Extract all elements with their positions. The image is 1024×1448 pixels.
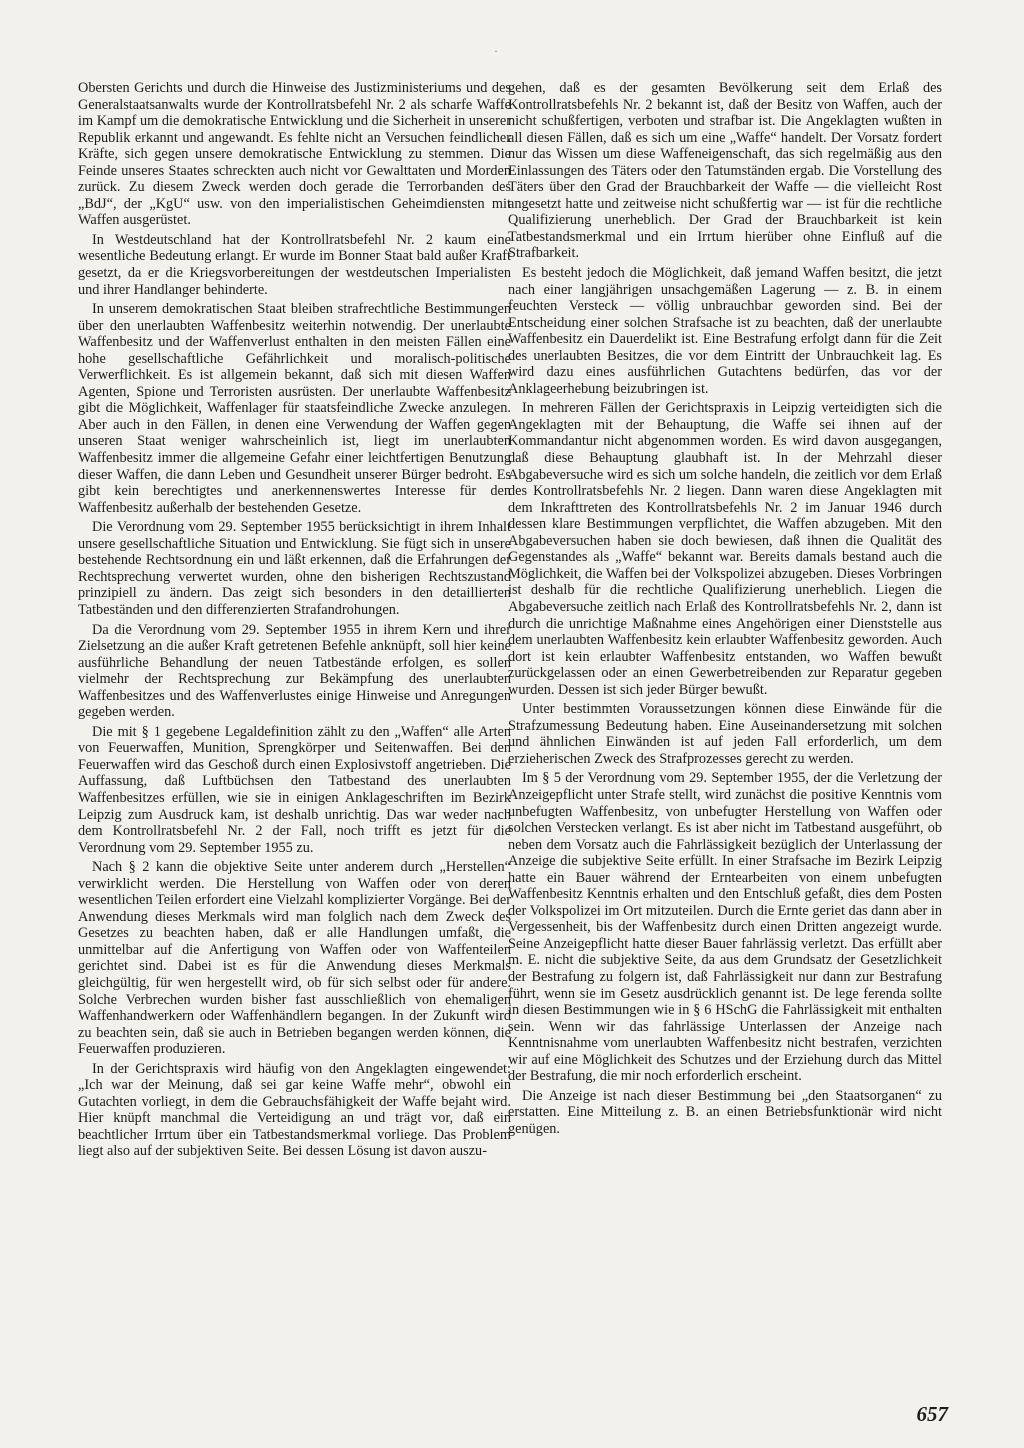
scan-mark: · (494, 44, 498, 58)
paragraph: In unserem demokratischen Staat bleiben strafrechtliche Bestimmungen über den unerlaubten Waffenbesitz weiterhin notwendig. Der unerlaubte Waffenbesitz und der Waffenverlust enthalten in den meisten Fällen eine hohe gesellschaftliche Gefährlichkeit und moralisch-politische Verwerflichkeit. Es ist allgemein bekannt, daß sich mit diesen Waffen Agenten, Spione und Terroristen ausrüsten. Der unerlaubte Waffenbesitz gibt die Möglichkeit, Waffenlager für staatsfeindliche Zwecke anzulegen. Aber auch in den Fällen, in denen eine Verwendung der Waffen gegen unseren Staat weniger wahrscheinlich ist, liegt im unerlaubten Waffenbesitz immer die allgemeine Gefahr einer leichtfertigen Benutzung dieser Waffen, die dann Leben und Gesundheit unserer Bürger bedroht. Es gibt kein berechtigtes und anerkennenswertes Interesse für den Waffenbesitz außerhalb der bestehenden Gesetze. (78, 301, 511, 516)
paragraph: In der Gerichtspraxis wird häufig von den Angeklagten eingewendet: „Ich war der Meinung, daß sei gar keine Waffe mehr“, obwohl ein Gutachten vorliegt, in dem die Gebrauchsfähigkeit der Waffe bejaht wird. Hier knüpft manchmal die Verteidigung an und trägt vor, daß ein beachtlicher Irrtum über ein Tatbestandsmerkmal vorliege. Das Problem liegt also auf der subjektiven Seite. Bei dessen Lösung ist davon auszu- (78, 1060, 511, 1160)
paragraph: Da die Verordnung vom 29. September 1955 in ihrem Kern und ihrer Zielsetzung an die außer Kraft getretenen Befehle anknüpft, soll hier keine ausführliche Behandlung der neuen Tatbestände erfolgen, es sollen vielmehr der Rechtsprechung zur Bekämpfung des unerlaubten Waffenbesitzes und des Waffenverlustes einige Hinweise und Anregungen gegeben werden. (78, 621, 511, 721)
right-column (508, 80, 942, 1137)
paragraph: In mehreren Fällen der Gerichtspraxis in Leipzig verteidigten sich die Angeklagten mit der Behauptung, die Waffe sei ihnen auf der Kommandantur nicht abgenommen worden. Es wird davon ausgegangen, daß diese Behauptung glaubhaft ist. In der Mehrzahl dieser Abgabeversuche wird es sich um solche handeln, die zeitlich vor dem Erlaß des Kontrollratsbefehls Nr. 2 liegen. Dann waren diese Angeklagten mit dem Inkrafttreten des Kontrollratsbefehls Nr. 2 im Januar 1946 durch dessen klare Bestimmungen verpflichtet, die Waffen abzugeben. Mit den Abgabeversuchen haben sie doch bewiesen, daß ihnen die Qualität des Gegenstandes als „Waffe“ bekannt war. Bereits damals bestand auch die Möglichkeit, die Waffen bei der Volkspolizei abzugeben. Dieses Vorbringen ist deshalb für die rechtliche Qualifizierung unerheblich. Liegen die Abgabeversuche zeitlich nach Erlaß des Kontrollratsbefehls Nr. 2, dann ist durch die unrichtige Maßnahme eines Angehörigen einer Dienststelle aus dem unerlaubten Waffenbesitz kein erlaubter Waffenbesitz geworden. Auch dort ist kein erlaubter Waffenbesitz entstanden, wo Waffen bewußt zurückgelassen oder an einen Gewerbetreibenden zur Reparatur gegeben wurden. Dessen ist sich jeder Bürger bewußt. (508, 400, 943, 698)
page-number: 657 (916, 1402, 948, 1426)
paragraph: Die mit § 1 gegebene Legaldefinition zählt zu den „Waffen“ alle Arten von Feuerwaffen, Munition, Sprengkörper und Seitenwaffen. Bei den Feuerwaffen wird das Geschoß durch einen Explosivstoff angetrieben. Die Auffassung, daß Luftbüchsen den Tatbestand des unerlaubten Waffenbesitzes erfüllen, wie sie in einigen Anklageschriften im Bezirk Leipzig zum Ausdruck kam, ist deshalb unrichtig. Das war weder nach dem Kontrollratsbefehl Nr. 2 der Fall, noch trifft es jetzt für die Verordnung vom 29. September 1955 zu. (78, 723, 511, 856)
paragraph: gehen, daß es der gesamten Bevölkerung seit dem Erlaß des Kontrollratsbefehls Nr. 2 bekannt ist, daß der Besitz von Waffen, auch der nicht schußfertigen, verboten und strafbar ist. Die Angeklagten wußten in all diesen Fällen, daß es sich um eine „Waffe“ handelt. Der Vorsatz fordert nur das Wissen um diese Waffeneigenschaft, das sich regelmäßig aus den Einlassungen des Täters oder den Tatumständen ergab. Die Vorstellung des Täters über den Grad der Brauchbarkeit der Waffe — die vielleicht Rost angesetzt hatte und zeitweise nicht schußfertig war — ist für die rechtliche Qualifizierung unerheblich. Der Grad der Brauchbarkeit ist kein Tatbestandsmerkmal und ein Irrtum hierüber ohne Einfluß auf die Strafbarkeit. (508, 80, 942, 262)
paragraph: Im § 5 der Verordnung vom 29. September 1955, der die Verletzung der Anzeigepflicht unter Strafe stellt, wird zunächst die positive Kenntnis vom unbefugten Waffenbesitz, von unbefugter Herstellung von Waffen oder solchen Verstecken verlangt. Es ist aber nicht im Tatbestand ausgeführt, ob neben dem Vorsatz auch die Fahrlässigkeit bezüglich der Unterlassung der Anzeige die subjektive Seite erfüllt. In einer Strafsache im Bezirk Leipzig hatte ein Bauer während der Erntearbeiten von einem unbefugten Waffenbesitz Kenntnis erhalten und den Entschluß gefaßt, dies dem Posten der Volkspolizei im Ort mitzuteilen. Durch die Ernte geriet das dann aber in Vergessenheit, bis der Waffenbesitz durch einen Dritten angezeigt wurde. Seine Anzeigepflicht hatte dieser Bauer fahrlässig verletzt. Das erfüllt aber m. E. nicht die subjektive Seite, da aus dem Grundsatz der Gesetzlichkeit der Bestrafung zu folgern ist, daß Fahrlässigkeit nur dann zur Bestrafung führt, wenn sie im Gesetz ausdrücklich genannt ist. De lege ferenda sollte in diesen Bestimmungen wie in § 6 HSchG die Fahrlässigkeit mit enthalten sein. Wenn wir das fahrlässige Unterlassen der Anzeige nach Kenntnisnahme vom unerlaubten Waffenbesitz nicht bestrafen, verzichten wir auf eine Möglichkeit des Schutzes und der Erziehung durch das Mittel der Bestrafung, die mir noch erforderlich erscheint. (508, 770, 942, 1085)
left-column (78, 80, 511, 1160)
paragraph: Die Verordnung vom 29. September 1955 berücksichtigt in ihrem Inhalt unsere gesellschaftliche Situation und Entwicklung. Sie fügt sich in unsere bestehende Rechtsordnung ein und läßt erkennen, daß die Erfahrungen der Rechtsprechung verwertet wurden, ohne den bisherigen Rechtszustand prinzipiell zu ändern. Das zeigt sich besonders in den detaillierten Tatbeständen und den differenzierten Strafandrohungen. (78, 519, 511, 618)
paragraph: Unter bestimmten Voraussetzungen können diese Einwände für die Strafzumessung Bedeutung haben. Eine Auseinandersetzung mit solchen und ähnlichen Einwänden ist auf jeden Fall erforderlich, um dem erzieherischen Zweck des Strafprozesses gerecht zu werden. (508, 701, 942, 767)
paragraph: Die Anzeige ist nach dieser Bestimmung bei „den Staatsorganen“ zu erstatten. Eine Mitteilung z. B. an einen Betriebsfunktionär wird nicht genügen. (508, 1087, 942, 1137)
paragraph: In Westdeutschland hat der Kontrollratsbefehl Nr. 2 kaum eine wesentliche Bedeutung erlangt. Er wurde im Bonner Staat bald außer Kraft gesetzt, da er die Kriegsvorbereitungen der westdeutschen Imperialisten und ihrer Handlanger behinderte. (78, 231, 511, 298)
paragraph: Es besteht jedoch die Möglichkeit, daß jemand Waffen besitzt, die jetzt nach einer langjährigen unsachgemäßen Lagerung — z. B. in einem feuchten Versteck — völlig unbrauchbar geworden sind. Bei der Entscheidung einer solchen Strafsache ist zu beachten, daß der unerlaubte Waffenbesitz ein Dauerdelikt ist. Eine Bestrafung erfolgt dann für die Zeit des unerlaubten Besitzes, die vor dem Eintritt der Unbrauchkeit lag. Es wird dazu eines ausführlichen Gutachtens bedürfen, das vor der Anklageerhebung beizubringen ist. (508, 265, 942, 397)
paragraph: Nach § 2 kann die objektive Seite unter anderem durch „Herstellen“ verwirklicht werden. Die Herstellung von Waffen oder von deren wesentlichen Teilen erfordert eine Vielzahl komplizierter Vorgänge. Bei der Anwendung dieses Merkmals wird man folglich nach dem Zweck des Gesetzes zu beachten haben, daß er alle Handlungen umfaßt, die unmittelbar auf die Anfertigung von Waffen oder von Waffenteilen gerichtet sind. Dabei ist es für die Anwendung dieses Merkmals gleichgültig, für wen hergestellt wird, ob für sich selbst oder für andere. Solche Verbrechen wurden bisher fast ausschließlich von ehemaligen Waffenhandwerkern oder Waffenhändlern begangen. In der Zukunft wird zu beachten sein, daß sie auch in Betrieben begangen werden können, die Feuerwaffen produzieren. (78, 859, 511, 1058)
paragraph: Obersten Gerichts und durch die Hinweise des Justizministeriums und des Generalstaatsanwalts wurde der Kontrollratsbefehl Nr. 2 als scharfe Waffe im Kampf um die demokratische Entwicklung und die Sicherheit in unserer Republik erkannt und angewandt. Es fehlte nicht an Versuchen feindlicher Kräfte, sich gegen unsere demokratische Entwicklung zu stemmen. Die Feinde unseres Staates schreckten auch nicht vor Gewalttaten und Morden zurück. Zu diesem Zweck werden doch gerade die Terrorbanden des „BdJ“, der „KgU“ usw. von den imperialistischen Geheimdiensten mit Waffen ausgerüstet. (78, 80, 511, 229)
